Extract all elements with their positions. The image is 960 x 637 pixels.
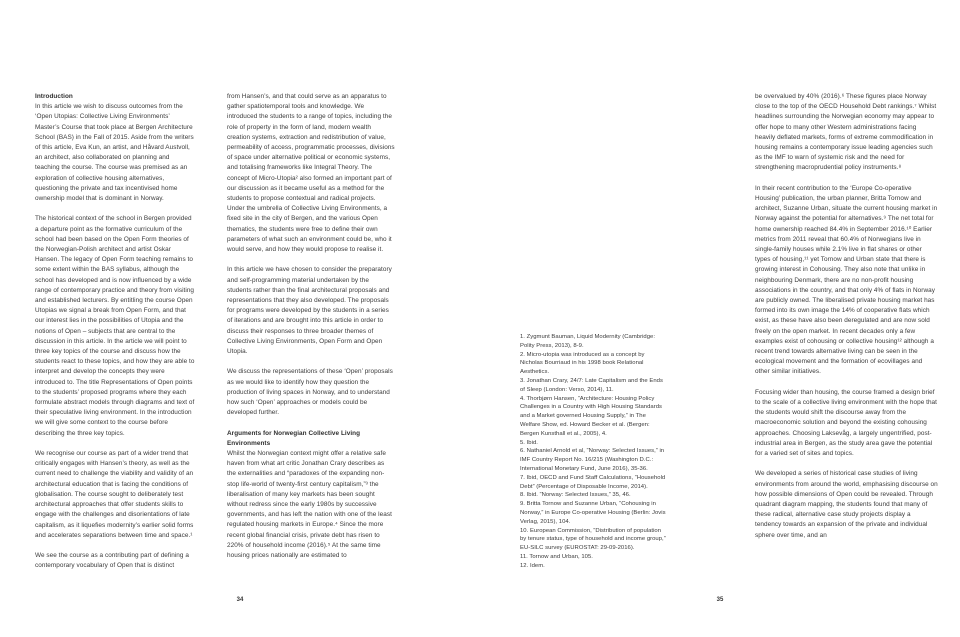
footnote: 4. Thorbjørn Hansen, “Architecture: Housing Policy Challenges in a Country with High Housing Standards and a Market governed Housing Supply,” in The Welfare Show, ed. Howard Becker et al. (Bergen: Bergen Kunsthall et al., 2005), 4. bbox=[520, 395, 663, 437]
footnote: 5. Ibid. bbox=[520, 439, 538, 446]
paragraph: We see the course as a contributing part of defining a contemporary vocabulary of Open that is distinct bbox=[35, 552, 189, 570]
paragraph: In this article we have chosen to consider the preparatory and self-programming material undertaken by the students rather than the final architectural proposals and representations that they also developed. The proposals for programs were developed by the students in a series of iterations and are brought into this article in order to discuss their responses to three broader themes of Collective Living Environments, Open Form and Open Utopia. bbox=[227, 266, 392, 356]
footnote: 3. Jonathan Crary, 24/7: Late Capitalism and the Ends of Sleep (London: Verso, 2014), 11. bbox=[520, 377, 663, 393]
paragraph: Whilst the Norwegian context might offer a relative safe haven from what art critic Jonathan Crary describes as the externalities and “paradoxes of the expanding non-stop life-world of twenty-first century capitalism,”³ the liberalisation of many key markets has been sought without redress since the early 1980s by successive governments, and has left the nation with one of the least regulated housing markets in Europe.⁴ Since the more recent global financial crisis, private debt has risen to 220% of household income (2016).⁵ At the same time housing prices nationally are estimated to bbox=[227, 450, 392, 560]
footnote: 1. Zygmunt Bauman, Liquid Modernity (Cambridge: Polity Press, 2013), 8-9. bbox=[520, 334, 655, 349]
page-number-left: 34 bbox=[236, 597, 244, 603]
paragraph: We recognise our course as part of a wider trend that critically engages with Hansen’s theory, as well as the current need to challenge the viability and validity of an architectural education that is facing the conditions of globalisation. The course sought to deliberately test architectural approaches that offer students skills to engage with the challenges and disorientations of late capitalism, as it liquefies modernity’s earlier solid forms and accelerates separations between time and space.¹ bbox=[35, 450, 194, 539]
paragraph: In this article we wish to discuss outcomes from the ‘Open Utopias: Collective Living Environments’ Master’s Course that took place at Bergen Architecture School (BAS) in the Fall of 2015. Aside from the writers of this article, Eva Kun, an artist, and Håvard Austvoll, an architect, also collaborated on planning and teaching the course. The course was premised as an exploration of collective housing alternatives, questioning the private and tax incentivised home ownership model that is dominant in Norway. bbox=[35, 103, 194, 203]
footnote: 6. Nathaniel Arnold et al, “Norway: Selected Issues,” in IMF Country Report No. 16/215 (Washington D.C.: International Monetary Fund, June 2016), 35-36. bbox=[520, 448, 665, 472]
footnote: 10. European Commission, “Distribution of population by tenure status, type of household and income group,” EU-SILC survey (EUROSTAT: 29-09-2016). bbox=[520, 527, 666, 552]
footnote: 8. Ibid. “Norway: Selected Issues,” 35, 46. bbox=[520, 492, 631, 499]
paragraph: be overvalued by 40% (2016).⁶ These figures place Norway close to the top of the OECD Household Debt rankings.⁷ Whilst headlines surrounding the Norwegian economy may appear to offer hope to many other Western administrations facing heavily deflated markets, forms of extreme commodification in housing remains a contemporary issue leading agencies such as the IMF to warn of systemic risk and the need for strengthening macroprudential policy instruments.⁸ bbox=[755, 93, 937, 172]
section-heading-arguments: Arguments for Norwegian Collective Living Environments bbox=[227, 429, 361, 447]
footnote: 12. Idem. bbox=[520, 562, 545, 569]
paragraph: We discuss the representations of these ‘Open’ proposals as we would like to identify how they question the production of living spaces in Norway, and to understand how such ‘Open’ approaches or models could be developed further. bbox=[227, 368, 393, 417]
page-number-right: 35 bbox=[716, 597, 724, 603]
paragraph: The historical context of the school in Bergen provided a departure point as the formative curriculum of the school had been based on the Open Form theories of the Norwegian-Polish architect and artist Oskar Hansen. The legacy of Open Form teaching remains to some extent within the BAS syllabus, although the school has developed and is now influenced by a wide range of contemporary practice and theory from visiting and established lecturers. By entitling the course Open Utopias we signal a break from Open Form, and that our interest lies in the possibilities of Utopia and the notions of Open – subjects that are central to the discussion in this article. In the article we will point to three key topics of the course and discuss how the students react to these topics, and how they are able to interpret and develop the concepts they were introduced to. The title Representations of Open points to the students’ proposed programs where they each formulate abstract models through diagrams and text of their speculative living environment. In the introduction we will give some context to the course before describing the three key topics. bbox=[35, 215, 195, 437]
paragraph: In their recent contribution to the ‘Europe Co-operative Housing’ publication, the urban planner, Britta Tornow and architect, Suzanne Urban, situate the current housing market in Norway against the potential for alternatives.⁹ The net total for home ownership reached 84.4% in September 2016.¹⁰ Earlier metrics from 2011 reveal that 60.4% of Norwegians live in single-family houses while 2.1% live in flat shares or other types of housing,¹¹ yet Tornow and Urban state that there is growing interest in Cohousing. They also note that unlike in neighbouring Denmark, there are no non-profit housing associations in the country, and that only 4% of flats in Norway are publicly owned. The liberalised private housing market has formed into its own image the 14% of cooperative flats which exist, as these have also been deregulated and are now sold freely on the open market. In recent decades only a few examples exist of cohousing or collective housing¹² although a recent trend towards alternative living can be seen in the ecological movement and the formation of ecovillages and other similar initiatives. bbox=[755, 184, 938, 376]
column-3 bbox=[755, 92, 938, 541]
footnote: 11. Tornow and Urban, 105. bbox=[520, 553, 593, 560]
column-2 bbox=[227, 92, 395, 561]
footnote: 2. Micro-utopia was introduced as a concept by Nicholas Bourriaud in his 1998 book Relational Aesthetics. bbox=[520, 351, 645, 376]
footnote: 9. Britta Tornow and Suzanne Urban, “Cohousing in Norway,” in Europe Co-operative Housing (Berlin: Jovis Verlag, 2015), 104. bbox=[520, 501, 666, 525]
page-35 bbox=[480, 0, 960, 637]
column-1 bbox=[35, 92, 195, 572]
footnote: 7. Ibid, OECD and Fund Staff Calculations, “Household Debt” (Percentage of Disposable Income, 2014). bbox=[520, 474, 666, 490]
paragraph: Focusing wider than housing, the course framed a design brief to the scale of a collective living environment with the hope that the students would shift the discourse away from the macroeconomic solution and beyond the existing cohousing approaches. Choosing Laksevåg, a largely ungentrified, post-industrial area in Bergen, as the study area gave the potential for a varied set of sites and topics. bbox=[755, 388, 937, 458]
section-heading-introduction: Introduction bbox=[35, 93, 73, 100]
paragraph: We developed a series of historical case studies of living environments from around the world, emphasising discourse on how possible dimensions of Open could be revealed. Through quadrant diagram mapping, the students found that many of these radical, alternative case study projects display a tendency towards an expansion of the private and individual sphere over time, and an bbox=[755, 470, 938, 539]
paragraph: from Hansen’s, and that could serve as an apparatus to gather spatiotemporal tools and knowledge. We introduced the students to a range of topics, including the role of property in the form of land, modern wealth creation systems, extraction and redistribution of value, permeability of access, programmatic processes, divisions of space under alternative political or economic systems, and totalising frameworks like Integral Theory. The concept of Micro-Utopia² also formed an important part of our discussion as it became useful as a method for the students to propose contextual and radical projects. Under the umbrella of Collective Living Environments, a fixed site in the city of Bergen, and the various Open thematics, the students were free to define their own parameters of what such an environment could be, who it would serve, and how they would propose to realise it. bbox=[227, 93, 395, 254]
footnotes-column bbox=[520, 333, 667, 571]
